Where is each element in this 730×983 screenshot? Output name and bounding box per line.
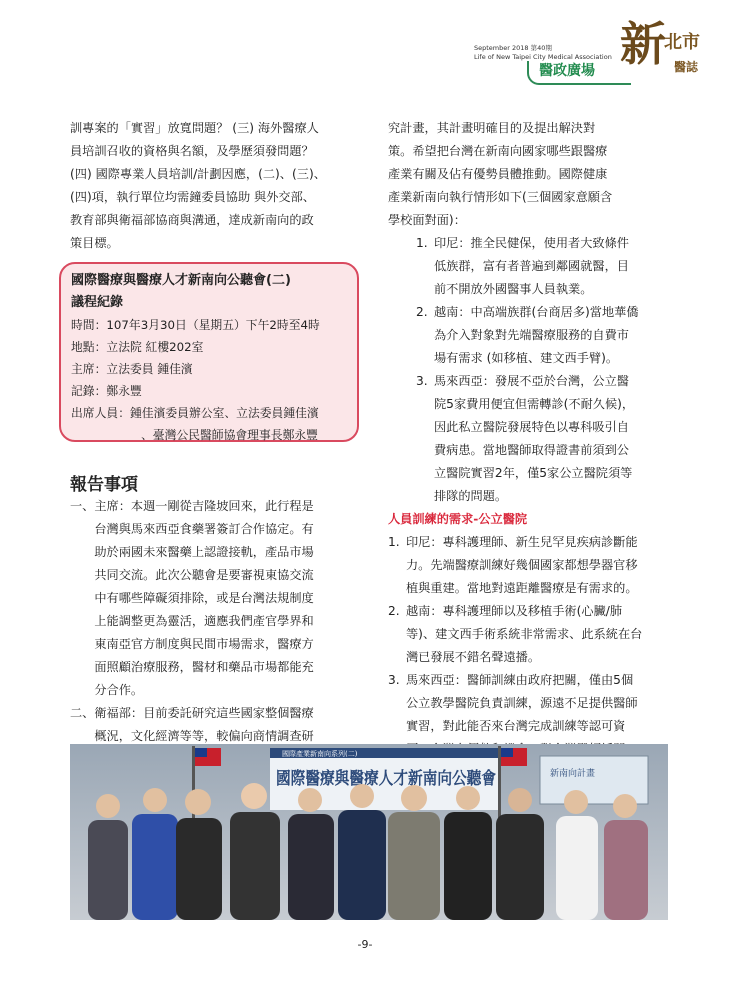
item-line: 分合作。 [94, 683, 144, 697]
item-number: 二、 [70, 706, 95, 720]
item-number: 1. [416, 236, 428, 250]
intro-line: 策目標。 [70, 236, 119, 250]
country-list [388, 232, 673, 508]
page-number: -9- [357, 938, 373, 951]
item-number: 1. [388, 535, 400, 549]
item-line: 低族群，富有者普遍到鄰國就醫，目 [434, 259, 629, 273]
agenda-time: 時間：107年3月30日（星期五）下午2時至4時 [71, 318, 320, 332]
report-items [70, 495, 360, 748]
magazine-logo [618, 14, 706, 88]
banner-big-text: 國際醫療與醫療人才新南向公聽會 [276, 769, 531, 789]
item-line: 助於兩國未來醫藥上認證接軌，產品市場 [94, 545, 314, 559]
item-line: 院5家費用便宜但需轉診(不耐久候)， [434, 397, 635, 411]
country-item [416, 301, 673, 370]
agenda-host: 主席：立法委員 鍾佳濱 [71, 362, 193, 376]
item-line: 場有需求 (如移植、建文西手臂)。 [434, 351, 619, 365]
logo-small-2: 醫誌 [674, 60, 699, 74]
item-line: 面照顧治療服務，醫材和藥品市場都能充 [94, 660, 314, 674]
left-intro [70, 117, 365, 255]
intro-line: (四)項，執行單位均需鐘委員協助 與外交部、 [70, 190, 315, 204]
item-line: 越南：專科護理師以及移植手術(心臟/肺 [406, 604, 623, 618]
training-item [388, 531, 673, 600]
screen-text: 新南向計畫 [550, 769, 596, 779]
training-item [388, 600, 673, 669]
agenda-subtitle: 議程紀錄 [71, 295, 124, 310]
report-item-1 [70, 495, 360, 702]
right-intro-line: 究計畫，其計畫明確目的及提出解決對 [388, 121, 596, 135]
agenda-recorder: 記錄：鄭永豐 [71, 384, 142, 398]
item-line: 力。先端醫療訓練好幾個國家都想學器官移 [406, 558, 638, 572]
right-column [388, 117, 673, 761]
right-intro-line: 產業有關及佔有優勢員體推動。國際健康 [388, 167, 608, 181]
item-line: 實習，對此能否來台灣完成訓練等認可資 [406, 719, 626, 733]
section-tab: 醫政廣場 [527, 61, 631, 85]
item-line: 印尼：推全民健保，使用者大致條件 [434, 236, 629, 250]
item-line: 前不開放外國醫事人員執業。 [434, 282, 593, 296]
intro-line: 員培訓召收的資格與名額，及學歷須發問題？ [70, 144, 314, 158]
agenda-title: 國際醫療與醫療人才新南向公聽會(二) [71, 273, 291, 288]
item-line: 公立教學醫院負責訓練，源遠不足提供醫師 [406, 696, 638, 710]
training-title: 人員訓練的需求-公立醫院 [388, 512, 528, 526]
group-photo [70, 744, 668, 920]
agenda-place: 地點：立法院 紅樓202室 [71, 340, 204, 354]
item-line: 為介入對象對先端醫療服務的自費市 [434, 328, 629, 342]
item-line: 共同交流。此次公聽會是要審視東協交流 [94, 568, 314, 582]
item-line: 越南：中高端族群(台商居多)當地華僑 [434, 305, 639, 319]
right-intro-line: 策。希望把台灣在新南向國家哪些跟醫療 [388, 144, 608, 158]
agenda-attendees: 出席人員：鍾佳濱委員辦公室、立法委員鍾佳濱 [71, 406, 319, 420]
item-line: 費病患。當地醫師取得證書前須到公 [434, 443, 629, 457]
item-line: 等)、建文西手術系統非常需求、此系統在台 [406, 627, 643, 641]
logo-big-char: 新 [620, 17, 666, 71]
intro-line: 教育部與衛福部協商與溝通，達成新南向的政 [70, 213, 314, 227]
item-line: 馬來西亞：醫師訓練由政府把關，僅由5個 [406, 673, 634, 687]
item-number: 3. [388, 673, 400, 687]
item-line: 排隊的問題。 [434, 489, 508, 503]
item-line: 立醫院實習2年，僅5家公立醫院須等 [434, 466, 633, 480]
item-number: 一、 [70, 499, 95, 513]
report-title: 報告事項 [70, 475, 138, 495]
item-line: 馬來西亞：發展不亞於台灣，公立醫 [434, 374, 629, 388]
agenda-box [59, 262, 359, 442]
association-label: Life of New Taipei City Medical Association [474, 53, 612, 61]
item-number: 3. [416, 374, 428, 388]
item-line: 因此私立醫院發展特色以專科吸引自 [434, 420, 629, 434]
item-line: 衛福部：目前委託研究這些國家整個醫療 [94, 706, 314, 720]
report-item-2 [70, 702, 360, 748]
item-line: 印尼：專科護理師、新生兒罕見疾病診斷能 [406, 535, 638, 549]
country-item [416, 232, 673, 301]
item-line: 台灣與馬來西亞食藥署簽訂合作協定。有 [94, 522, 314, 536]
country-item [416, 370, 673, 508]
logo-small-1: 北市 [664, 32, 700, 53]
right-intro-line: 學校面對面)： [388, 213, 466, 227]
item-line: 中有哪些障礙須排除，或是台灣法規制度 [94, 591, 314, 605]
item-number: 2. [416, 305, 428, 319]
item-number: 2. [388, 604, 400, 618]
intro-line: 訓專案的「實習」放寬問題？ (三) 海外醫療人 [70, 121, 319, 135]
item-line: 灣已發展不錯名聲遠播。 [406, 650, 541, 664]
item-line: 概況，文化經濟等等，較偏向商情調查研 [94, 729, 314, 743]
item-line: 東南亞官方制度與民間市場需求，醫療方 [94, 637, 314, 651]
item-line: 主席：本週一剛從吉隆坡回來，此行程是 [94, 499, 314, 513]
agenda-attendees-cont: 、臺灣公民醫師協會理事長鄭永豐 [141, 428, 318, 442]
right-intro-line: 產業新南向執行情形如下(三個國家意願含 [388, 190, 613, 204]
item-line: 植與重建。當地對遠距離醫療是有需求的。 [406, 581, 638, 595]
intro-line: (四) 國際專業人員培訓/計劃因應，(二)、(三)、 [70, 167, 326, 181]
banner-small-text: 國際產業新南向系列(二) [282, 750, 358, 758]
item-line: 上能調整更為靈活，適應我們產官學界和 [94, 614, 314, 628]
issue-label: September 2018 第40期 [474, 44, 552, 52]
